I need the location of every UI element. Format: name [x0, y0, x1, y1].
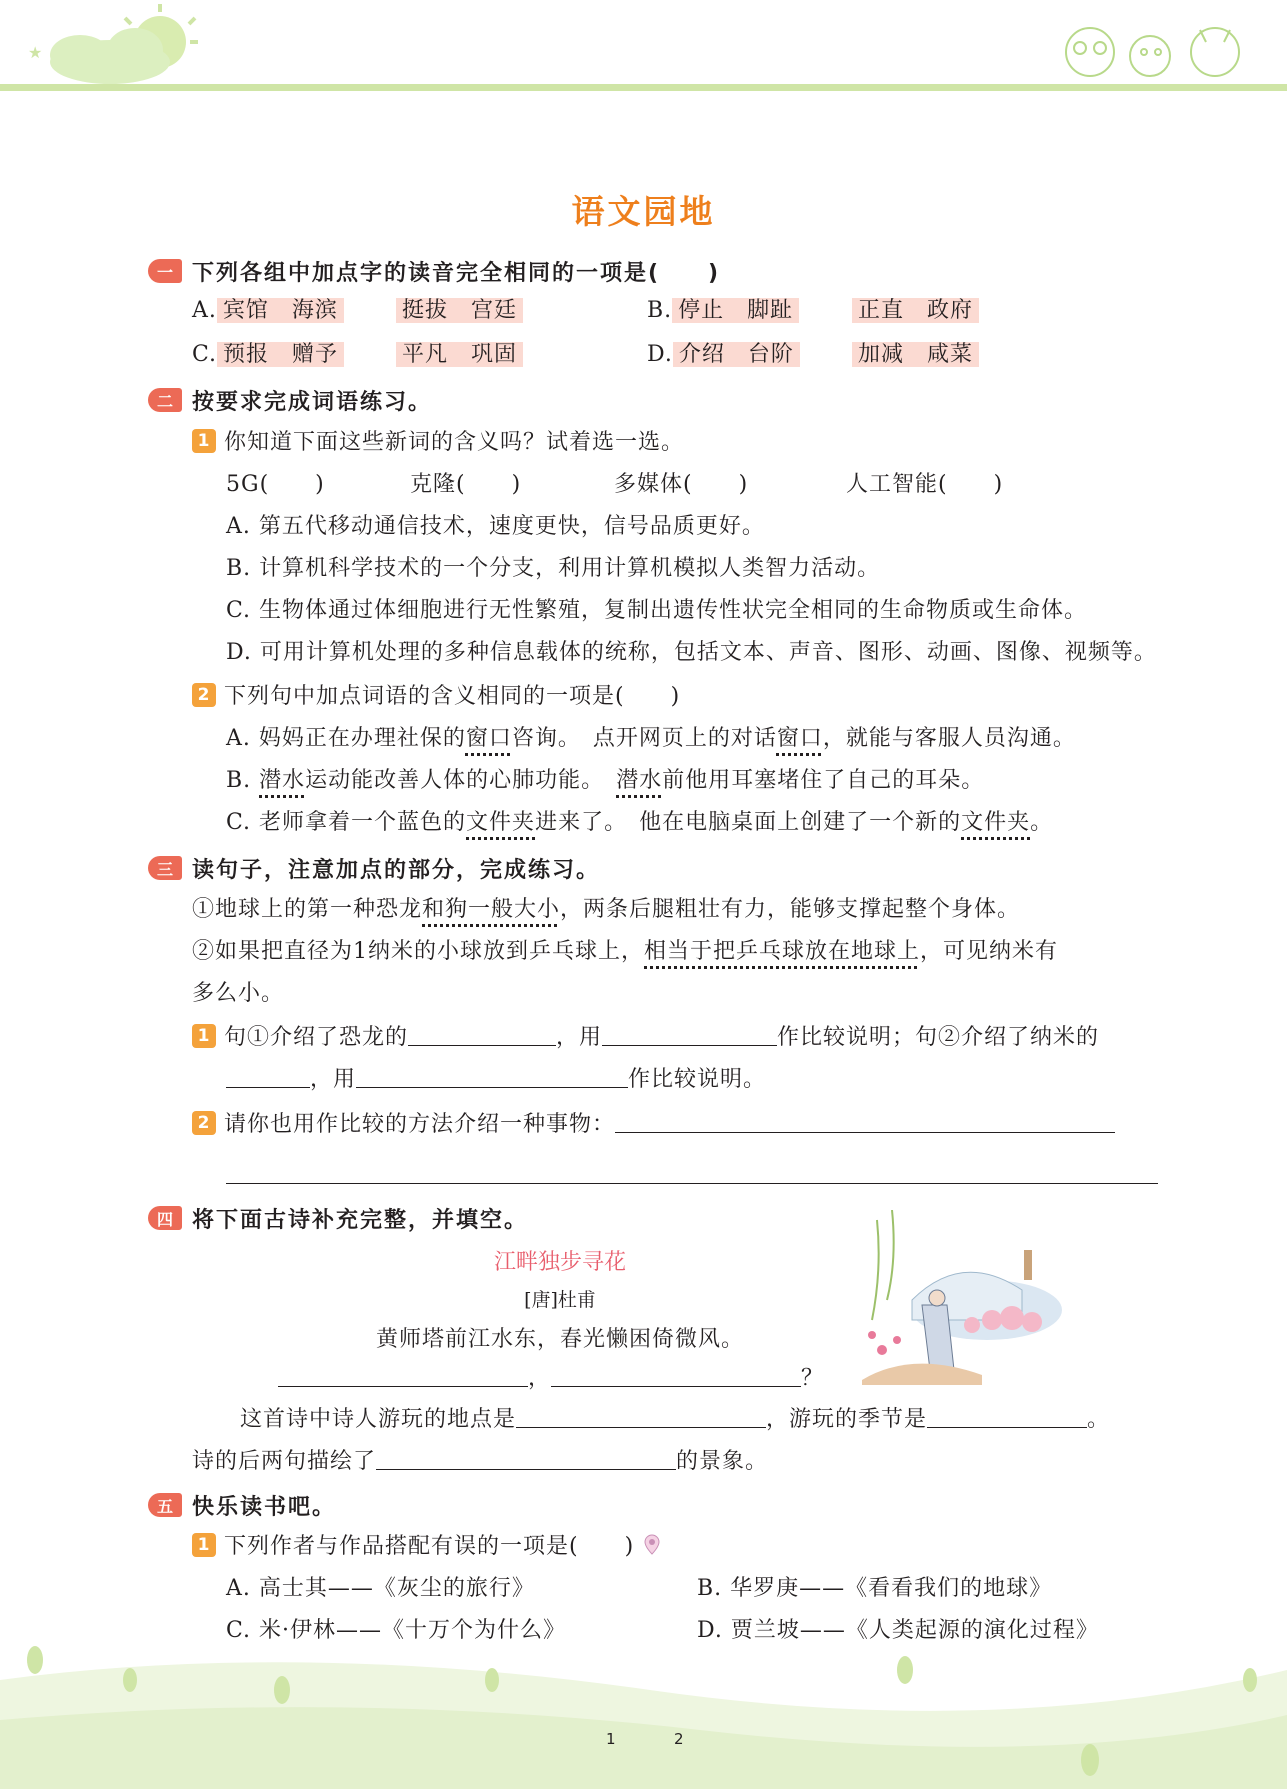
page-number-left: 1 [606, 1730, 616, 1748]
option-a: A. 宾馆 海滨 [192, 296, 344, 326]
option-a-group2: 挺拔 宫廷 [396, 296, 523, 326]
term-clone: 克隆( ) [410, 472, 522, 497]
poem-title: 江畔独步寻花 [493, 1250, 626, 1275]
section-title: 读句子，注意加点的部分，完成练习。 [192, 857, 601, 883]
option-c: C. 预报 赠予 [192, 340, 344, 370]
cloud-icon [50, 28, 170, 84]
choice-a: A. 妈妈正在办理社保的窗口咨询。 点开网页上的对话窗口，就能与客服人员沟通。 [226, 726, 1076, 751]
term-5g: 5G( ) [226, 472, 325, 497]
answer-blank[interactable] [356, 1065, 628, 1088]
section-badge: 一 [148, 259, 182, 283]
definition-b: B. 计算机科学技术的一个分支，利用计算机模拟人类智力活动。 [226, 556, 881, 581]
section-title: 下列各组中加点字的读音完全相同的一项是( ) [192, 260, 721, 286]
answer-blank[interactable] [927, 1405, 1087, 1428]
question-3-1: 1 句①介绍了恐龙的 ，用 作比较说明；句②介绍了纳米的 [192, 1023, 1099, 1053]
term-ai: 人工智能( ) [846, 472, 1004, 497]
answer-blank[interactable] [376, 1447, 676, 1470]
question-5-1: 1 下列作者与作品搭配有误的一项是( ) [192, 1532, 662, 1562]
section-2-header [148, 385, 432, 415]
section-title: 按要求完成词语练习。 [192, 389, 433, 415]
option-b-group2: 正直 政府 [852, 296, 979, 326]
location-pin-icon [642, 1533, 662, 1557]
option-d: D. 介绍 台阶 [647, 340, 800, 370]
definition-a: A. 第五代移动通信技术，速度更快，信号品质更好。 [226, 514, 765, 539]
option-c-group2: 平凡 巩固 [396, 340, 523, 370]
fill-question-1: 这首诗中诗人游玩的地点是 ，游玩的季节是 。 [240, 1407, 1111, 1432]
page-title: 语文园地 [571, 192, 716, 231]
section-1-header [148, 256, 720, 286]
section-3-header [148, 853, 600, 883]
term-multimedia: 多媒体( ) [614, 472, 749, 497]
section-title: 将下面古诗补充完整，并填空。 [192, 1207, 529, 1233]
question-3-1-cont: ，用 作比较说明。 [226, 1065, 766, 1095]
section-badge: 三 [148, 856, 182, 880]
answer-option-d: D. 贾兰坡——《人类起源的演化过程》 [697, 1618, 1099, 1643]
definition-d: D. 可用计算机处理的多种信息载体的统称，包括文本、声音、图形、动画、图像、视频等。 [226, 640, 1157, 665]
choice-c: C. 老师拿着一个蓝色的文件夹进来了。 他在电脑桌面上创建了一个新的文件夹。 [226, 810, 1054, 835]
section-badge: 四 [148, 1206, 182, 1230]
answer-option-c: C. 米·伊林——《十万个为什么》 [226, 1618, 567, 1643]
poem-line-1: 黄师塔前江水东，春光懒困倚微风。 [375, 1327, 744, 1352]
answer-blank[interactable] [226, 1065, 310, 1088]
cartoon-animals-icon [1066, 28, 1239, 76]
section-badge: 二 [148, 388, 182, 412]
answer-option-a: A. 高士其——《灰尘的旅行》 [226, 1576, 535, 1601]
answer-option-b: B. 华罗庚——《看看我们的地球》 [697, 1576, 1053, 1601]
answer-blank[interactable] [408, 1023, 556, 1046]
answer-blank[interactable] [278, 1364, 528, 1387]
footer-hills [0, 1620, 1287, 1789]
poem-line-2: ， ？ [278, 1364, 824, 1394]
section-4-header [148, 1203, 528, 1233]
poem-author: [唐]杜甫 [524, 1289, 596, 1311]
section-badge: 五 [148, 1493, 182, 1517]
answer-blank[interactable] [551, 1364, 801, 1387]
question-2-2: 2 下列句中加点词语的含义相同的一项是( ) [192, 682, 680, 712]
sentence-2: ②如果把直径为1纳米的小球放到乒乓球上，相当于把乒乓球放在地球上，可见纳米有 [192, 939, 1059, 964]
sentence-1: ①地球上的第一种恐龙和狗一般大小，两条后腿粗壮有力，能够支撑起整个身体。 [192, 897, 1021, 922]
fill-question-2: 诗的后两句描绘了 的景象。 [192, 1449, 769, 1474]
header-rule [0, 84, 1287, 91]
poem-illustration [852, 1210, 1062, 1385]
page-number-right: 2 [674, 1730, 684, 1748]
definition-c: C. 生物体通过体细胞进行无性繁殖，复制出遗传性状完全相同的生命物质或生命体。 [226, 598, 1088, 623]
answer-line[interactable] [226, 1183, 1158, 1184]
section-title: 快乐读书吧。 [192, 1494, 337, 1520]
option-d-group2: 加减 咸菜 [852, 340, 979, 370]
answer-blank[interactable] [602, 1023, 777, 1046]
question-2-1: 1 你知道下面这些新词的含义吗？试着选一选。 [192, 428, 684, 458]
answer-blank[interactable] [615, 1110, 1115, 1133]
svg-text:★: ★ [28, 43, 43, 62]
sentence-2-cont: 多么小。 [192, 981, 285, 1006]
option-b: B. 停止 脚趾 [647, 296, 799, 326]
question-3-2: 2 请你也用作比较的方法介绍一种事物： [192, 1110, 1115, 1140]
answer-blank[interactable] [516, 1405, 766, 1428]
choice-b: B. 潜水运动能改善人体的心肺功能。 潜水前他用耳塞堵住了自己的耳朵。 [226, 768, 985, 793]
section-5-header [148, 1490, 336, 1520]
